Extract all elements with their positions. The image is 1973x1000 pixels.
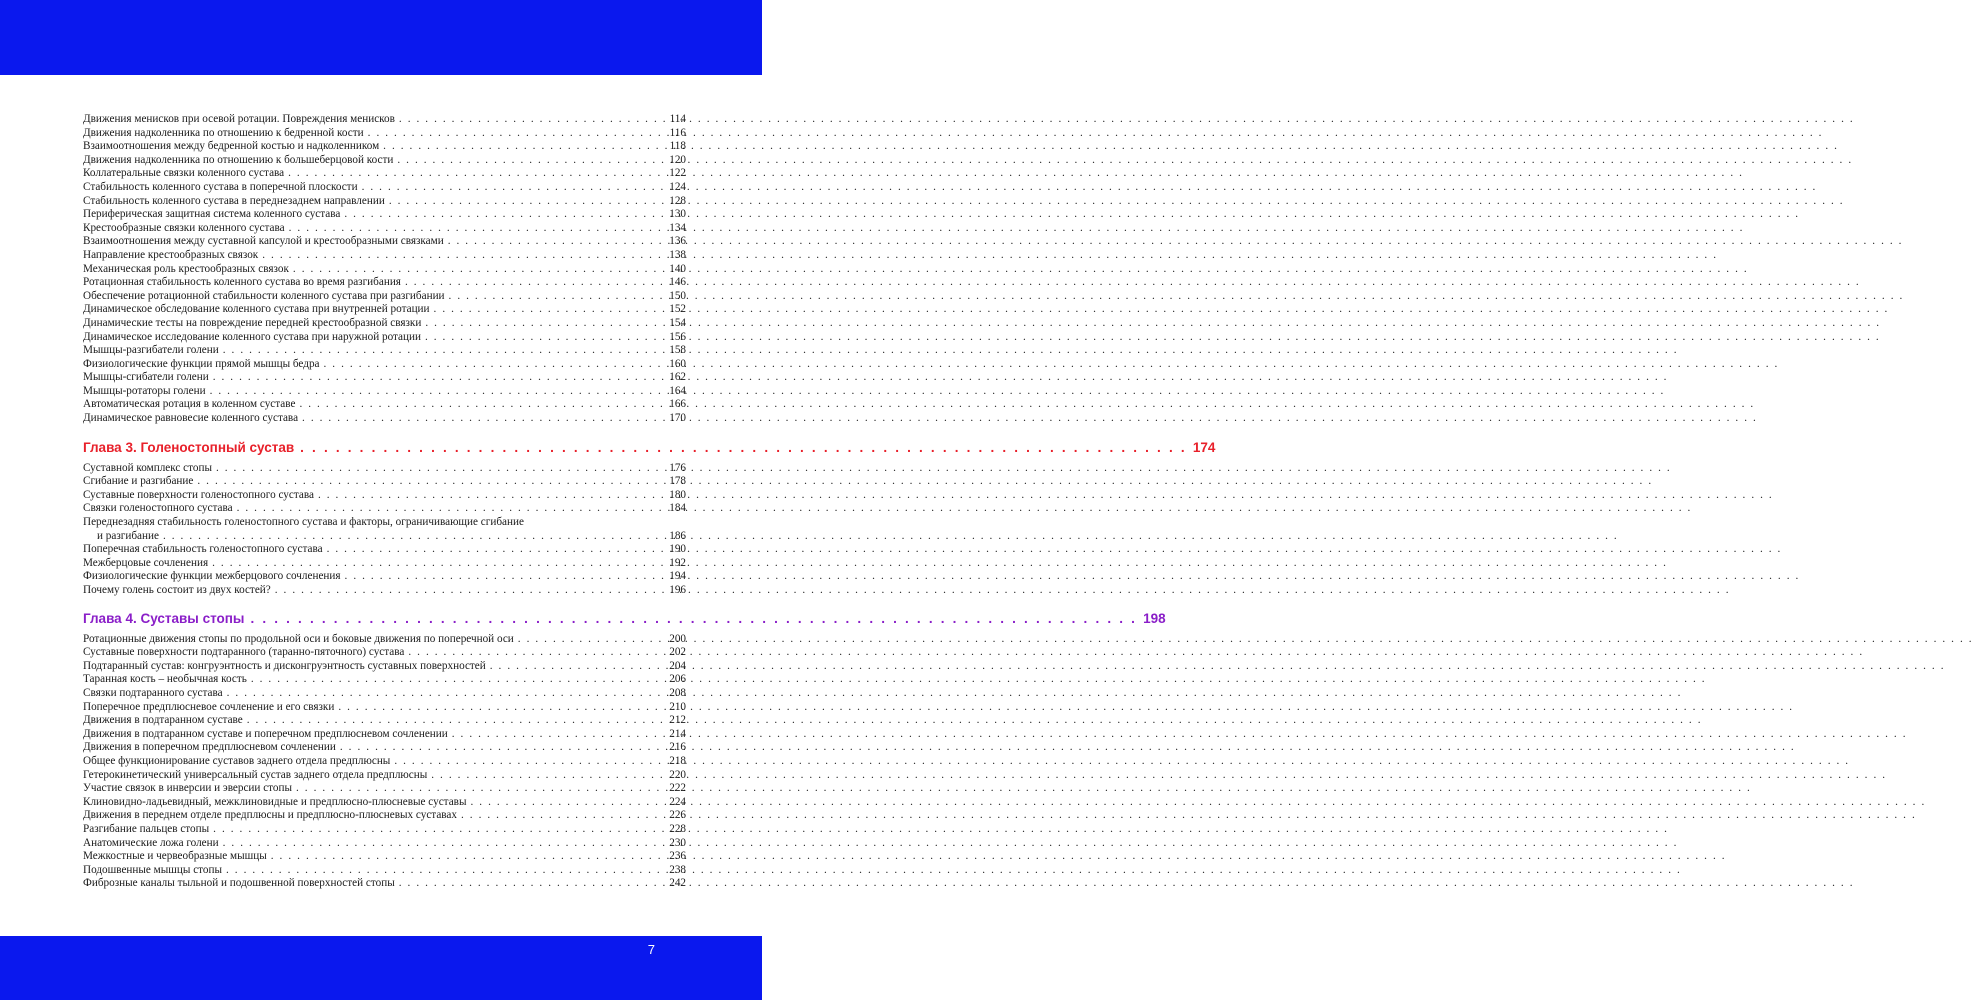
toc-entry[interactable] — [83, 140, 686, 154]
toc-entry[interactable] — [83, 398, 686, 412]
toc-entry[interactable] — [83, 154, 686, 168]
chapter-page: 198 — [1143, 610, 1166, 626]
dot-leader — [323, 543, 666, 557]
toc-entry-title: Почему голень состоит из двух костей? — [83, 584, 271, 596]
toc-entry-page: 124 — [669, 180, 686, 193]
toc-entry-page: 170 — [669, 412, 686, 425]
chapter-title: Глава 4. Суставы стопы — [83, 610, 245, 626]
toc-entry-page: 146 — [669, 276, 686, 289]
section-a-list — [83, 113, 686, 426]
dot-leader — [219, 344, 666, 358]
toc-entry[interactable] — [83, 714, 686, 728]
toc-entry[interactable] — [83, 673, 686, 687]
toc-entry-page: 160 — [669, 357, 686, 370]
toc-entry-page: 152 — [669, 303, 686, 316]
toc-entry-title: Механическая роль крестообразных связок — [83, 262, 289, 275]
toc-entry[interactable] — [83, 331, 686, 345]
toc-entry-title: Анатомические ложа голени — [83, 836, 219, 849]
chapter-3-heading[interactable] — [83, 439, 1216, 457]
toc-entry[interactable] — [83, 755, 686, 769]
toc-entry-title: Подошвенные мышцы стопы — [83, 863, 223, 876]
toc-entry-title: Динамическое обследование коленного сустава при внутренней ротации — [83, 303, 430, 316]
toc-entry[interactable] — [83, 412, 686, 426]
toc-entry[interactable] — [83, 633, 686, 647]
toc-entry-title: Подтаранный сустав: конгруэнтность и дисконгруэнтность суставных поверхностей — [83, 659, 486, 672]
toc-entry-title: Разгибание пальцев стопы — [83, 822, 210, 835]
toc-entry[interactable] — [83, 557, 686, 571]
dot-leader — [258, 249, 666, 263]
toc-entry-title: Суставной комплекс стопы — [83, 461, 212, 474]
toc-entry[interactable] — [83, 290, 686, 304]
dot-leader — [159, 530, 666, 544]
chapter-page: 174 — [1192, 439, 1216, 455]
toc-entry-page: 186 — [669, 529, 686, 542]
toc-entry[interactable] — [83, 167, 686, 181]
dot-leader — [295, 398, 666, 412]
toc-entry-page: 194 — [669, 570, 686, 583]
toc-entry-title: Мышцы-сгибатели голени — [83, 371, 209, 384]
dot-leader — [364, 127, 666, 141]
toc-entry[interactable] — [83, 877, 686, 891]
toc-entry[interactable] — [83, 195, 686, 209]
toc-entry-title: Мышцы-разгибатели голени — [83, 344, 219, 357]
toc-entry[interactable] — [83, 796, 686, 810]
toc-entry-page: 158 — [669, 344, 686, 357]
dot-leader — [267, 850, 666, 864]
dot-leader — [340, 208, 666, 222]
toc-entry-page: 178 — [669, 475, 686, 488]
toc-entry-page: 204 — [669, 659, 686, 672]
dot-leader — [209, 371, 666, 385]
toc-entry[interactable] — [83, 687, 686, 701]
toc-entry[interactable] — [83, 864, 686, 878]
dot-leader — [244, 610, 1143, 628]
toc-entry[interactable] — [83, 317, 686, 331]
toc-entry-title: Таранная кость – необычная кость — [83, 673, 247, 686]
toc-entry-title: Динамическое равновесие коленного сустава — [83, 412, 299, 425]
toc-entry-continuation[interactable] — [83, 530, 686, 544]
toc-entry[interactable] — [83, 475, 686, 489]
toc-entry[interactable] — [83, 235, 686, 249]
toc-entry-title: Стабильность коленного сустава в переднезаднем направлении — [83, 194, 385, 207]
toc-entry-page: 224 — [669, 795, 686, 808]
toc-entry-page: 130 — [669, 208, 686, 221]
toc-entry[interactable] — [83, 208, 686, 222]
toc-entry-page: 180 — [669, 488, 686, 501]
toc-entry-title: Суставные поверхности голеностопного сустава — [83, 488, 314, 501]
toc-entry[interactable] — [83, 263, 686, 277]
toc-entry-title: Мышцы-ротаторы голени — [83, 384, 206, 397]
top-color-band — [0, 0, 762, 75]
dot-leader — [401, 276, 666, 290]
dot-leader — [209, 823, 666, 837]
toc-entry-page: 196 — [669, 584, 686, 596]
toc-entry[interactable] — [83, 249, 686, 263]
toc-entry-page: 228 — [669, 822, 686, 835]
dot-leader — [233, 502, 666, 516]
dot-leader — [294, 439, 1193, 457]
toc-entry-page: 114 — [669, 113, 686, 125]
toc-entry-title: Движения в подтаранном суставе — [83, 714, 243, 727]
toc-entry-title: Ротационная стабильность коленного сустава во время разгибания — [83, 276, 401, 289]
toc-entry-title: Периферическая защитная система коленного сустава — [83, 208, 341, 221]
dot-leader — [320, 358, 666, 372]
dot-leader — [208, 557, 666, 571]
toc-entry-title: Поперечное предплюсневое сочленение и его связки — [83, 700, 335, 713]
toc-entry[interactable] — [83, 660, 686, 674]
toc-entry-page: 184 — [669, 502, 686, 515]
dot-leader — [421, 331, 666, 345]
toc-entry-title: Динамические тесты на повреждение передней крестообразной связки — [83, 316, 422, 329]
toc-entry-title: Клиновидно-ладьевидный, межклиновидные и предплюсно-плюсневые суставы — [83, 795, 467, 808]
toc-entry[interactable] — [83, 222, 686, 236]
toc-entry-title: Физиологические функции межберцового сочленения — [83, 570, 341, 583]
toc-entry-title: Обеспечение ротационной стабильности коленного сустава при разгибании — [83, 289, 445, 302]
dot-leader — [404, 646, 666, 660]
toc-entry-page: 216 — [669, 741, 686, 754]
dot-leader — [206, 385, 666, 399]
dot-leader — [466, 796, 666, 810]
dot-leader — [390, 755, 666, 769]
dot-leader — [284, 167, 666, 181]
toc-entry-page: 136 — [669, 235, 686, 248]
toc-entry-title: Движения надколенника по отношению к бедренной кости — [83, 126, 364, 139]
dot-leader — [336, 741, 666, 755]
dot-leader — [395, 113, 666, 127]
chapter-3-list — [83, 462, 686, 598]
toc-entry-page: 116 — [669, 126, 686, 139]
toc-entry-page: 214 — [669, 727, 686, 740]
dot-leader — [271, 584, 666, 598]
toc-entry-title: Направление крестообразных связок — [83, 248, 259, 261]
toc-entry-title: Участие связок в инверсии и эверсии стопы — [83, 782, 293, 795]
dot-leader — [421, 317, 666, 331]
toc-entry-page: 238 — [669, 863, 686, 876]
dot-leader — [219, 837, 666, 851]
toc-entry-page: 164 — [669, 384, 686, 397]
toc-entry-title: Общее функционирование суставов заднего отдела предплюсны — [83, 754, 391, 767]
dot-leader — [358, 181, 666, 195]
toc-entry[interactable] — [83, 570, 686, 584]
dot-leader — [243, 714, 666, 728]
dot-leader — [222, 864, 666, 878]
dot-leader — [289, 263, 666, 277]
dot-leader — [314, 489, 666, 503]
toc-entry[interactable] — [83, 782, 686, 796]
toc-entry-title-continued: и разгибание — [97, 529, 159, 542]
toc-entry[interactable] — [83, 769, 686, 783]
toc-entry-page: 230 — [669, 836, 686, 849]
toc-entry-title: Движения в переднем отделе предплюсны и предплюсно-плюсневых суставах — [83, 809, 457, 822]
toc-entry-title: Автоматическая ротация в коленном суставе — [83, 398, 296, 411]
toc-entry-title: Фиброзные каналы тыльной и подошвенной поверхностей стопы — [83, 877, 395, 890]
toc-entry-page: 200 — [669, 632, 686, 645]
toc-entry[interactable] — [83, 358, 686, 372]
toc-entry-title: Гетерокинетический универсальный сустав заднего отдела предплюсны — [83, 768, 428, 781]
toc-entry-page: 202 — [669, 646, 686, 659]
toc-entry[interactable] — [83, 823, 686, 837]
toc-entry[interactable] — [83, 113, 686, 127]
toc-entry-title: Движения в подтаранном суставе и поперечном предплюсневом сочленении — [83, 727, 448, 740]
dot-leader — [448, 728, 666, 742]
toc-entry[interactable] — [83, 385, 686, 399]
toc-entry[interactable] — [83, 371, 686, 385]
toc-entry-page: 222 — [669, 782, 686, 795]
toc-entry-page: 150 — [669, 289, 686, 302]
toc-entry-title: Взаимоотношения между суставной капсулой и крестообразными связками — [83, 235, 444, 248]
dot-leader — [223, 687, 666, 701]
toc-entry[interactable] — [83, 837, 686, 851]
dot-leader — [298, 412, 666, 426]
toc-entry-page: 166 — [669, 398, 686, 411]
toc-entry-page: 210 — [669, 700, 686, 713]
dot-leader — [334, 701, 666, 715]
dot-leader — [379, 140, 666, 154]
dot-leader — [430, 303, 666, 317]
toc-entry-title: Движения менисков при осевой ротации. Повреждения менисков — [83, 113, 395, 125]
toc-entry[interactable] — [83, 462, 686, 476]
toc-entry-title: Межкостные и червеобразные мышцы — [83, 850, 267, 863]
toc-entry-page: 236 — [669, 850, 686, 863]
toc-entry-title: Переднезадняя стабильность голеностопного сустава и факторы, ограничивающие сгибание — [83, 516, 524, 529]
toc-entry-title: Поперечная стабильность голеностопного сустава — [83, 543, 323, 556]
toc-entry-title: Ротационные движения стопы по продольной оси и боковые движения по поперечной оси — [83, 632, 514, 645]
toc-entry-title: Динамическое исследование коленного сустава при наружной ротации — [83, 330, 421, 343]
dot-leader — [393, 154, 666, 168]
toc-entry-page: 138 — [669, 248, 686, 261]
toc-entry-page: 120 — [669, 153, 686, 166]
toc-entry-title: Крестообразные связки коленного сустава — [83, 221, 285, 234]
toc-entry[interactable] — [83, 181, 686, 195]
toc-entry[interactable] — [83, 728, 686, 742]
toc-entry-page: 162 — [669, 371, 686, 384]
toc-entry[interactable] — [83, 502, 686, 516]
toc-entry[interactable] — [83, 646, 686, 660]
dot-leader — [341, 570, 666, 584]
chapter-4-list — [83, 633, 686, 891]
toc-entry-page: 134 — [669, 221, 686, 234]
toc-entry-page: 122 — [669, 167, 686, 180]
toc-entry-page: 206 — [669, 673, 686, 686]
dot-leader — [514, 633, 666, 647]
toc-entry[interactable] — [83, 741, 686, 755]
toc-entry-title: Связки подтаранного сустава — [83, 686, 223, 699]
toc-entry-title: Стабильность коленного сустава в поперечной плоскости — [83, 180, 358, 193]
chapter-4-heading[interactable] — [83, 610, 1166, 628]
dot-leader — [445, 290, 666, 304]
toc-entry-page: 118 — [669, 140, 686, 153]
toc-entry[interactable] — [83, 127, 686, 141]
dot-leader — [193, 475, 666, 489]
toc-entry-title: Движения надколенника по отношению к большеберцовой кости — [83, 153, 394, 166]
dot-leader — [395, 877, 666, 891]
chapter-title: Глава 3. Голеностопный сустав — [83, 439, 295, 455]
toc-entry-title: Межберцовые сочленения — [83, 556, 209, 569]
toc-entry-title: Сгибание и разгибание — [83, 475, 194, 488]
table-of-contents — [83, 113, 1216, 891]
toc-entry-title: Взаимоотношения между бедренной костью и надколенником — [83, 140, 380, 153]
toc-entry-title: Связки голеностопного сустава — [83, 502, 233, 515]
toc-entry-page: 154 — [669, 316, 686, 329]
toc-entry-page: 192 — [669, 556, 686, 569]
dot-leader — [212, 462, 666, 476]
toc-entry[interactable] — [83, 303, 686, 317]
toc-entry-page: 220 — [669, 768, 686, 781]
toc-entry-first-line[interactable] — [83, 516, 686, 530]
toc-entry-page: 190 — [669, 543, 686, 556]
dot-leader — [444, 235, 666, 249]
toc-entry-title: Движения в поперечном предплюсневом сочленении — [83, 741, 336, 754]
toc-entry-page: 140 — [669, 262, 686, 275]
dot-leader — [292, 782, 666, 796]
toc-entry[interactable] — [83, 543, 686, 557]
toc-entry-page: 176 — [669, 461, 686, 474]
toc-entry-title: Физиологические функции прямой мышцы бедра — [83, 357, 320, 370]
toc-entry[interactable] — [83, 701, 686, 715]
dot-leader — [457, 809, 666, 823]
toc-entry-title: Суставные поверхности подтаранного (таранно-пяточного) сустава — [83, 646, 405, 659]
toc-entry[interactable] — [83, 276, 686, 290]
dot-leader — [427, 769, 666, 783]
toc-entry-page: 212 — [669, 714, 686, 727]
dot-leader — [247, 673, 666, 687]
toc-entry-page: 208 — [669, 686, 686, 699]
dot-leader — [486, 660, 666, 674]
toc-entry-page: 156 — [669, 330, 686, 343]
dot-leader — [285, 222, 666, 236]
toc-entry-page: 226 — [669, 809, 686, 822]
page-number: 7 — [647, 942, 655, 957]
toc-entry[interactable] — [83, 809, 686, 823]
toc-entry-page: 218 — [669, 754, 686, 767]
toc-entry-page: 242 — [669, 877, 686, 890]
dot-leader — [385, 195, 666, 209]
toc-entry[interactable] — [83, 584, 686, 598]
toc-entry[interactable] — [83, 489, 686, 503]
toc-entry[interactable] — [83, 850, 686, 864]
toc-entry-page: 128 — [669, 194, 686, 207]
toc-entry-title: Коллатеральные связки коленного сустава — [83, 167, 285, 180]
toc-entry[interactable] — [83, 344, 686, 358]
